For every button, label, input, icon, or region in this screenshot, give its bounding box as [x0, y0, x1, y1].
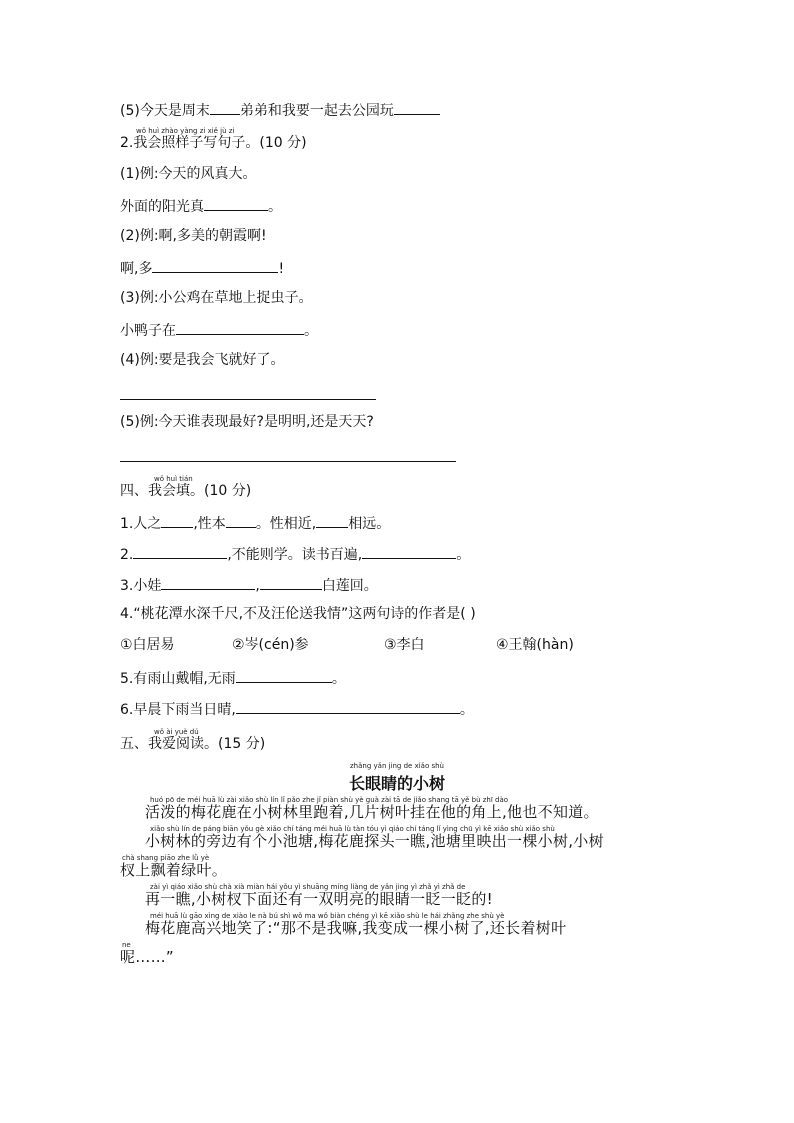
fill-2-a: 2. — [120, 547, 134, 563]
sentence-5 — [120, 100, 440, 120]
answer-2 — [120, 258, 284, 278]
paragraph-4b-pinyin: ne — [122, 941, 131, 949]
answer-blank[interactable] — [236, 699, 460, 714]
answer-1-end: 。 — [268, 199, 282, 215]
paragraph-4b: 呢……” — [120, 948, 174, 966]
paragraph-2: 小树林的旁边有个小池塘,梅花鹿探头一瞧,池塘里映出一棵小树,小树 — [145, 832, 604, 850]
fill-2-b: ,不能则学。读书百遍, — [227, 547, 363, 563]
answer-blank[interactable] — [204, 196, 268, 211]
section-2-title: 2.我会照样子写句子。(10 分) — [120, 135, 307, 151]
answer-3-prefix: 小鸭子在 — [120, 323, 176, 339]
fill-3-a: 3.小娃 — [120, 578, 162, 594]
reading-title: 长眼睛的小树 — [348, 774, 445, 793]
section-5-title: 五、我爱阅读。(15 分) — [120, 736, 266, 752]
section-2-pinyin: wǒ huì zhào yàng zi xiě jù zi — [136, 127, 235, 135]
answer-1-prefix: 外面的阳光真 — [120, 199, 204, 215]
answer-blank[interactable] — [161, 575, 255, 590]
answer-blank[interactable] — [394, 100, 440, 115]
paragraph-2b: 杈上飘着绿叶。 — [120, 861, 228, 879]
paragraph-1: 活泼的梅花鹿在小树林里跑着,几片树叶挂在他的角上,他也不知道。 — [145, 803, 599, 821]
fill-5 — [120, 668, 346, 688]
answer-blank[interactable] — [161, 513, 193, 528]
answer-3 — [120, 320, 318, 340]
example-3: (3)例:小公鸡在草地上捉虫子。 — [120, 290, 313, 306]
fill-5-b: 。 — [331, 671, 346, 687]
fill-6-a: 6.早晨下雨当日晴, — [120, 702, 236, 718]
option-4[interactable]: ④王翰(hàn) — [496, 637, 574, 653]
answer-blank[interactable] — [210, 100, 240, 115]
fill-1-d: 相远。 — [348, 516, 391, 532]
fill-4-options — [120, 636, 574, 654]
section-4-title: 四、我会填。(10 分) — [120, 483, 252, 499]
answer-blank[interactable] — [152, 258, 278, 273]
sentence-5-part-a: (5)今天是周末 — [120, 103, 210, 119]
example-1: (1)例:今天的风真大。 — [120, 166, 257, 182]
fill-3-c: 白莲回。 — [321, 578, 378, 594]
option-1[interactable]: ①白居易 — [120, 637, 175, 653]
fill-1-b: ,性本 — [193, 516, 226, 532]
example-4: (4)例:要是我会飞就好了。 — [120, 352, 285, 368]
reading-title-pinyin: zhǎng yǎn jing de xiǎo shù — [350, 762, 444, 770]
fill-1 — [120, 513, 390, 533]
section-4-pinyin: wǒ huì tián — [154, 475, 193, 483]
fill-3 — [120, 575, 378, 595]
fill-3-b: , — [255, 578, 260, 594]
answer-4-line[interactable] — [120, 398, 376, 400]
option-3[interactable]: ③李白 — [384, 637, 425, 653]
answer-2-end: ! — [278, 261, 285, 277]
paragraph-3: 再一瞧,小树杈下面还有一双明亮的眼睛一眨一眨的! — [145, 890, 493, 908]
fill-1-a: 1.人之 — [120, 516, 162, 532]
answer-blank[interactable] — [236, 668, 332, 683]
answer-1 — [120, 196, 282, 216]
option-2[interactable]: ②岑(cén)参 — [232, 637, 309, 653]
answer-blank[interactable] — [362, 544, 456, 559]
answer-blank[interactable] — [226, 513, 256, 528]
fill-1-c: 。性相近, — [255, 516, 317, 532]
fill-4-question: 4.“桃花潭水深千尺,不及汪伦送我情”这两句诗的作者是( ) — [120, 606, 476, 622]
paragraph-3-pinyin: zài yì qiáo xiǎo shù chà xià miàn hái yǒu yì shuāng míng liàng de yǎn jing yì zhǎ yì zhǎ de — [150, 883, 466, 891]
paragraph-4-pinyin: méi huā lù gāo xìng de xiào le nà bú shì wǒ ma wǒ biàn chéng yì kē xiǎo shù le hái zhǎng zhe shù yè — [150, 912, 505, 920]
fill-2 — [120, 544, 470, 564]
section-5-pinyin: wǒ ài yuè dú — [154, 728, 199, 736]
answer-2-prefix: 啊,多 — [120, 261, 153, 277]
paragraph-1-pinyin: huó pō de méi huā lù zài xiǎo shù lín lǐ pǎo zhe jǐ piàn shù yè guà zài tā de jiǎo shang tā yě bù zhī dào — [150, 796, 509, 804]
answer-3-end: 。 — [304, 323, 318, 339]
fill-2-c: 。 — [456, 547, 471, 563]
paragraph-2b-pinyin: chà shang piāo zhe lǜ yè — [122, 854, 210, 862]
fill-6-b: 。 — [459, 702, 474, 718]
paragraph-4: 梅花鹿高兴地笑了:“那不是我嘛,我变成一棵小树了,还长着树叶 — [145, 919, 567, 937]
fill-5-a: 5.有雨山戴帽,无雨 — [120, 671, 236, 687]
fill-6 — [120, 699, 474, 719]
example-2: (2)例:啊,多美的朝霞啊! — [120, 228, 267, 244]
answer-blank[interactable] — [260, 575, 322, 590]
sentence-5-part-b: 弟弟和我要一起去公园玩 — [239, 103, 394, 119]
example-5: (5)例:今天谁表现最好?是明明,还是天天? — [120, 414, 374, 430]
answer-blank[interactable] — [316, 513, 348, 528]
answer-blank[interactable] — [133, 544, 227, 559]
answer-blank[interactable] — [176, 320, 304, 335]
answer-5-line[interactable] — [120, 460, 456, 462]
paragraph-2-pinyin: xiǎo shù lín de páng biān yǒu gè xiǎo chí táng méi huā lù tàn tóu yì qiáo chí táng lǐ yìng chū yì kē xiǎo shù xiǎo shù — [150, 825, 555, 833]
